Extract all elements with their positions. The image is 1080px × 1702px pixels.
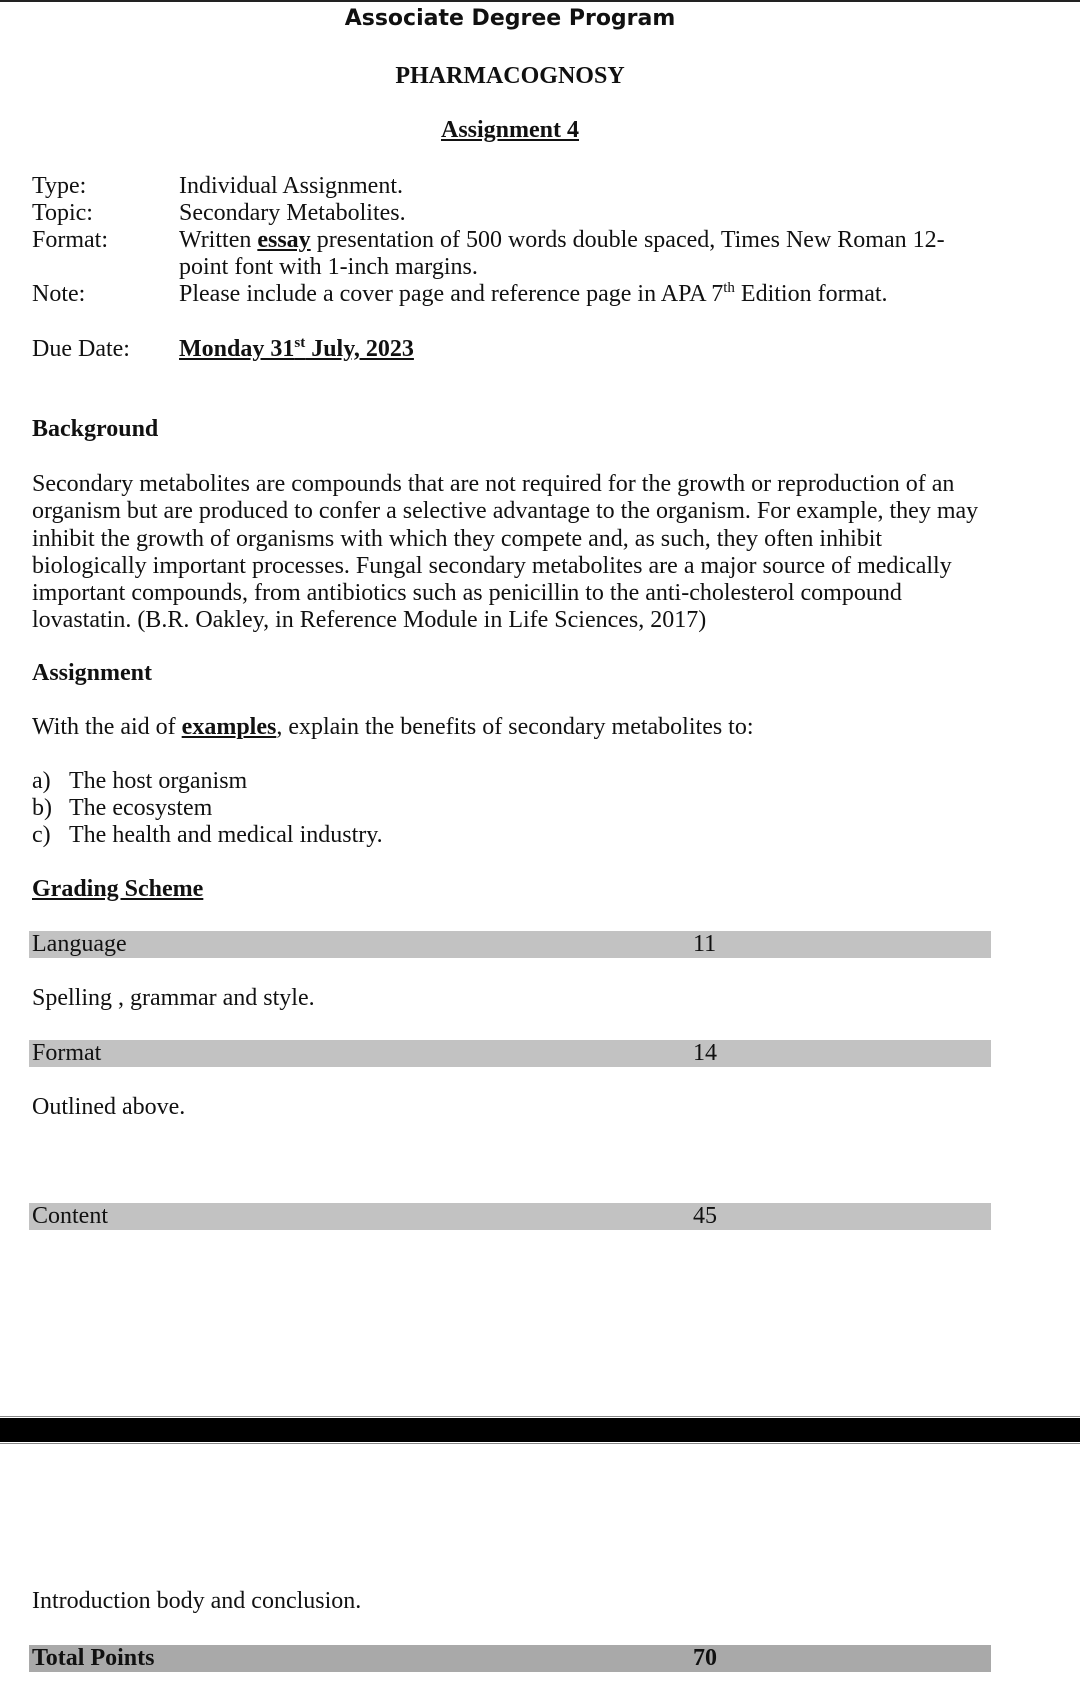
course-title: PHARMACOGNOSY <box>395 63 625 89</box>
list-item: The health and medical industry. <box>69 822 383 848</box>
grade-label: Language <box>32 931 127 957</box>
page-break-band <box>0 1418 1080 1442</box>
assignment-title: Assignment 4 <box>440 117 579 143</box>
grade-label: Format <box>32 1040 102 1066</box>
topic-label: Topic: <box>32 200 93 226</box>
format-after: presentation of 500 words double spaced, Times New Roman 12-point font with 1-inch margins. <box>179 227 945 280</box>
prompt-after: , explain the benefits of secondary metabolites to: <box>276 714 754 740</box>
type-value: Individual Assignment. <box>179 173 403 199</box>
grade-row-language <box>29 931 991 958</box>
grade-row-content <box>29 1203 991 1230</box>
list-item: The ecosystem <box>69 795 213 821</box>
format-before: Written <box>179 227 258 253</box>
grade-description: Introduction body and conclusion. <box>32 1588 362 1614</box>
note-value <box>179 281 979 308</box>
format-essay-emphasis: essay <box>257 227 311 253</box>
note-after: Edition format. <box>734 281 888 307</box>
grade-points: 14 <box>693 1040 717 1066</box>
assignment-prompt <box>32 714 754 741</box>
grade-description: Outlined above. <box>32 1094 186 1120</box>
program-title: Associate Degree Program <box>344 6 676 31</box>
top-rule <box>0 0 1080 2</box>
format-value <box>179 227 974 281</box>
list-marker: c) <box>32 822 51 848</box>
due-after: July, 2023 <box>305 336 414 362</box>
background-heading: Background <box>32 416 159 442</box>
topic-value: Secondary Metabolites. <box>179 200 406 226</box>
due-date-label: Due Date: <box>32 336 130 362</box>
grade-row-total <box>29 1645 991 1672</box>
prompt-before: With the aid of <box>32 714 182 740</box>
due-date-value <box>179 336 414 363</box>
list-marker: a) <box>32 768 51 794</box>
total-points: 70 <box>693 1645 717 1671</box>
due-before: Monday 31 <box>179 336 295 362</box>
prompt-examples-emphasis: examples <box>181 714 277 740</box>
grade-points: 45 <box>693 1203 717 1229</box>
band-bottom-edge <box>0 1443 1080 1444</box>
grade-row-format <box>29 1040 991 1067</box>
note-label: Note: <box>32 281 86 307</box>
assignment-heading: Assignment <box>32 660 153 686</box>
total-label: Total Points <box>32 1645 155 1671</box>
format-label: Format: <box>32 227 108 253</box>
background-paragraph: Secondary metabolites are compounds that are not required for the growth or reproduction of an organism but are produced to confer a selective advantage to the organism. For example, they may inhibit the growth of organisms with which they compete and, as such, they often inhibit biologically important processes. Fungal secondary metabolites are a major source of medically important compounds, from antibiotics such as penicillin to the anti-cholesterol compound lovastatin. (B.R. Oakley, in Reference Module in Life Sciences, 2017) <box>32 471 979 634</box>
due-sup: st <box>294 335 306 351</box>
note-sup: th <box>723 280 735 296</box>
grade-label: Content <box>32 1203 108 1229</box>
grade-description: Spelling , grammar and style. <box>32 985 315 1011</box>
grading-heading: Grading Scheme <box>32 876 204 902</box>
list-marker: b) <box>32 795 52 821</box>
type-label: Type: <box>32 173 87 199</box>
list-item: The host organism <box>69 768 248 794</box>
band-top-edge <box>0 1416 1080 1417</box>
grade-points: 11 <box>693 931 717 957</box>
note-before: Please include a cover page and reference page in APA 7 <box>179 281 724 307</box>
